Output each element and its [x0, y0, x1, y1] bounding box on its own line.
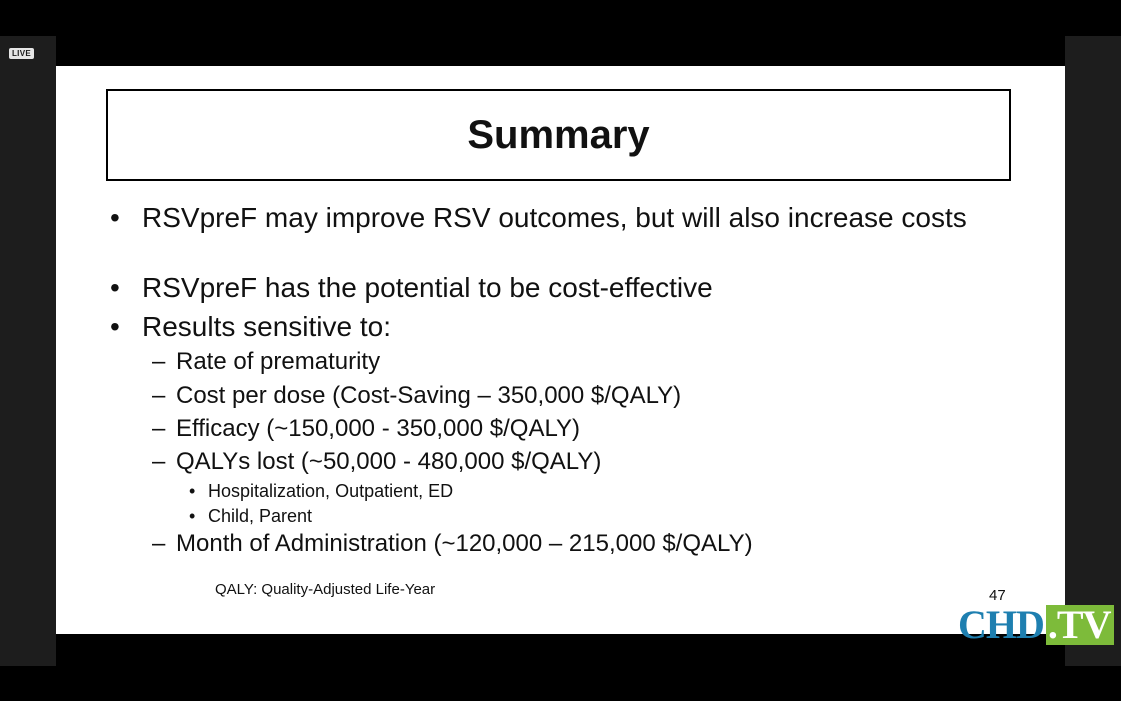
presentation-slide	[56, 66, 1065, 634]
bullet-item	[110, 202, 972, 234]
sub-sub-bullet-item	[189, 506, 313, 526]
bullet-icon: •	[189, 481, 196, 501]
sub-bullet-item	[152, 530, 753, 558]
sub-bullet-item	[152, 448, 602, 476]
sub-sub-bullet-text: Hospitalization, Outpatient, ED	[208, 481, 454, 501]
sub-bullet-text: Rate of prematurity	[176, 348, 381, 375]
left-pillarbox	[0, 36, 56, 666]
bullet-icon: •	[110, 202, 120, 233]
bullet-text: RSVpreF has the potential to be cost-effective	[142, 272, 713, 303]
sub-bullet-text: Month of Administration (~120,000 – 215,000 $/QALY)	[176, 530, 753, 557]
chdtv-logo	[958, 604, 1114, 646]
dash-icon: –	[152, 415, 166, 442]
sub-bullet-text: QALYs lost (~50,000 - 480,000 $/QALY)	[176, 448, 602, 475]
bullet-icon: •	[189, 506, 196, 526]
slide-title: Summary	[467, 112, 650, 157]
page-number: 47	[989, 587, 1006, 604]
dash-icon: –	[152, 448, 166, 475]
sub-bullet-item	[152, 415, 581, 443]
right-pillarbox	[1065, 36, 1121, 666]
logo-tv-text: .TV	[1046, 605, 1115, 645]
sub-sub-bullet-text: Child, Parent	[208, 506, 313, 526]
bullet-icon: •	[110, 272, 120, 303]
sub-sub-bullet-item	[189, 481, 454, 501]
logo-chd-text: CHD	[958, 602, 1044, 647]
bullet-text: RSVpreF may improve RSV outcomes, but will also increase costs	[142, 202, 967, 233]
bullet-item	[110, 272, 972, 304]
dash-icon: –	[152, 382, 166, 409]
bullet-item	[110, 311, 972, 343]
live-badge: LIVE	[9, 48, 34, 59]
sub-bullet-item	[152, 348, 381, 376]
footnote: QALY: Quality-Adjusted Life-Year	[215, 581, 436, 598]
dash-icon: –	[152, 530, 166, 557]
sub-bullet-item	[152, 382, 682, 410]
slide-content	[56, 66, 1065, 634]
bullet-text: Results sensitive to:	[142, 311, 391, 342]
bullet-icon: •	[110, 311, 120, 342]
sub-bullet-text: Cost per dose (Cost-Saving – 350,000 $/QALY)	[176, 382, 682, 409]
sub-bullet-text: Efficacy (~150,000 - 350,000 $/QALY)	[176, 415, 581, 442]
dash-icon: –	[152, 348, 166, 375]
